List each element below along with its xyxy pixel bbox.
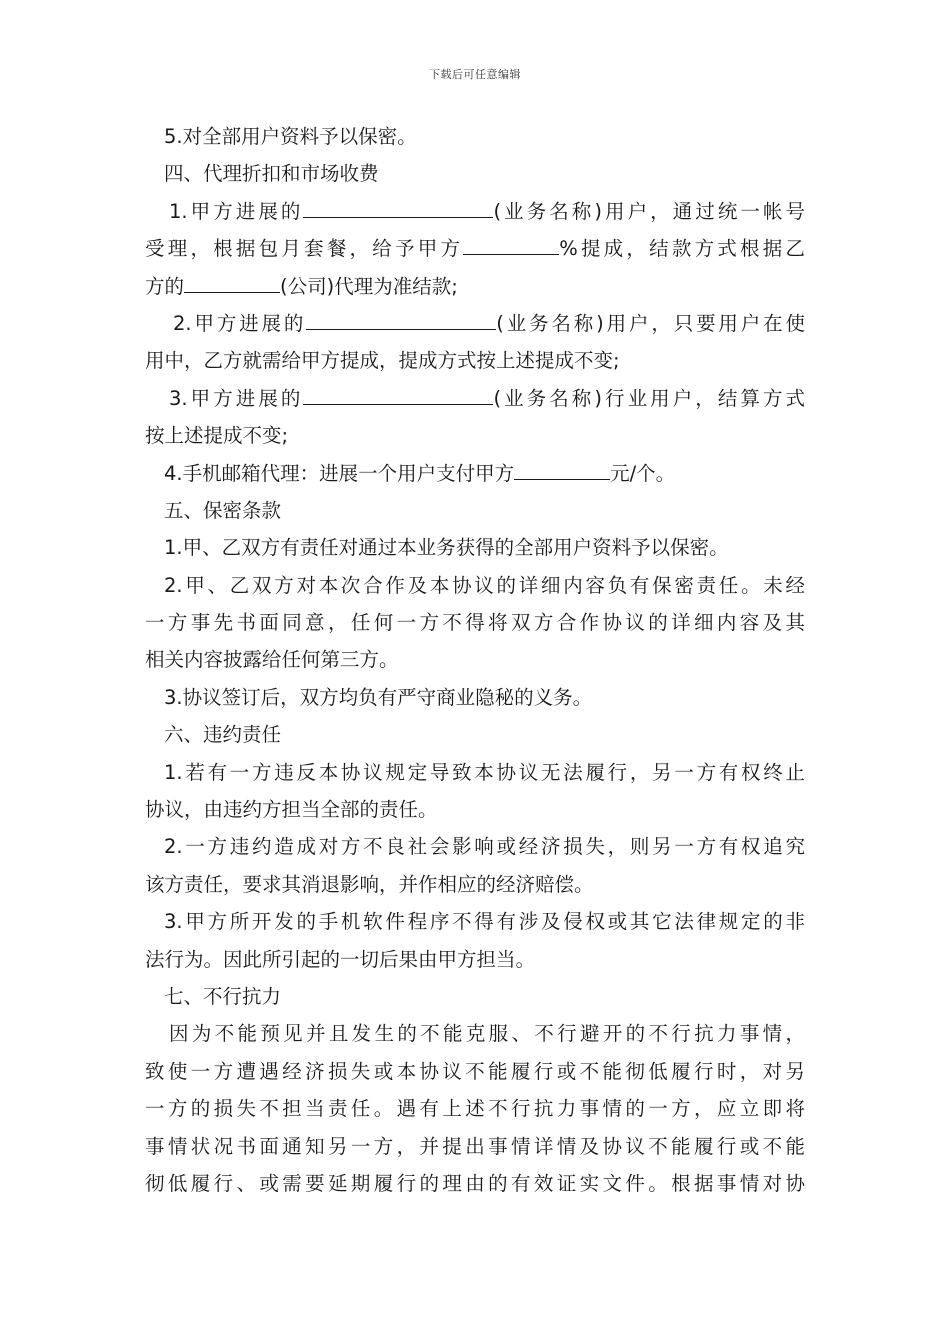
- section-6-item-2-line-1: 2.一方违约造成对方不良社会影响或经济损失，则另一方有权追究: [164, 835, 805, 859]
- section-6-item-3-line-2: 法行为。因此所引起的一切后果由甲方担当。: [145, 947, 536, 971]
- section-7-paragraph-line-2: 致使一方遭遇经济损失或本协议不能履行或不能彻低履行时，对另: [145, 1059, 805, 1083]
- section-4-item-1-line-1: 1.甲方进展的 (业务名称)用户，通过统一帐号: [145, 193, 805, 230]
- section-7-paragraph-line-3: 一方的损失不担当责任。遇有上述不行抗力事情的一方，应立即将: [145, 1097, 805, 1121]
- section-7-heading: 七、不行抗力: [164, 984, 282, 1008]
- section-5-item-1: 1.甲、乙双方有责任对通过本业务获得的全部用户资料予以保密。: [164, 536, 729, 560]
- section-6-item-2-line-2: 该方责任，要求其消退影响，并作相应的经济赔偿。: [145, 872, 594, 896]
- page-header: 下载后可任意编辑: [429, 68, 521, 81]
- section-7-paragraph-line-5: 彻低履行、或需要延期履行的理由的有效证实文件。根据事情对协: [145, 1171, 805, 1195]
- section-6-heading: 六、违约责任: [164, 723, 282, 747]
- section-5-item-2-line-3: 相关内容披露给任何第三方。: [145, 648, 399, 672]
- section-4-item-2-line-2: 用中，乙方就需给甲方提成，提成方式按上述提成不变;: [145, 349, 620, 373]
- section-4-heading: 四、代理折扣和市场收费: [164, 162, 379, 186]
- percentage-blank: [463, 234, 559, 255]
- business-name-blank: [303, 197, 493, 218]
- section-5-heading: 五、保密条款: [164, 498, 282, 522]
- section-5-item-3: 3.协议签订后，双方均负有严守商业隐秘的义务。: [164, 685, 593, 709]
- section-4-item-1-line-3: 方的 (公司)代理为准结款;: [145, 268, 805, 305]
- section-4-item-3-line-2: 按上述提成不变;: [145, 424, 289, 448]
- section-4-item-1-line-2: 受理，根据包月套餐，给予甲方 %提成，结款方式根据乙: [145, 230, 805, 267]
- clause-5-confidentiality: 5.对全部用户资料予以保密。: [164, 125, 417, 148]
- company-blank: [184, 272, 280, 293]
- section-4-item-3-line-1: 3.甲方进展的 (业务名称)行业用户，结算方式: [145, 380, 805, 417]
- section-7-paragraph-line-4: 事情状况书面通知另一方，并提出事情详情及协议不能履行或不能: [145, 1134, 805, 1158]
- business-name-blank: [306, 309, 496, 330]
- section-6-item-1-line-2: 协议，由违约方担当全部的责任。: [145, 798, 438, 822]
- section-6-item-3-line-1: 3.甲方所开发的手机软件程序不得有涉及侵权或其它法律规定的非: [164, 910, 805, 934]
- section-4-item-4: 4.手机邮箱代理：进展一个用户支付甲方 元/个。: [145, 455, 805, 492]
- section-4-item-2-line-1: 2.甲方进展的 (业务名称)用户，只要用户在使: [145, 305, 805, 342]
- section-6-item-1-line-1: 1.若有一方违反本协议规定导致本协议无法履行，另一方有权终止: [164, 760, 805, 784]
- document-body: [145, 118, 805, 1202]
- section-5-item-2-line-1: 2.甲、乙双方对本次合作及本协议的详细内容负有保密责任。未经: [164, 573, 805, 597]
- section-5-item-2-line-2: 一方事先书面同意，任何一方不得将双方合作协议的详细内容及其: [145, 611, 805, 635]
- business-name-blank: [303, 384, 493, 405]
- fee-blank: [514, 459, 610, 480]
- section-7-paragraph-line-1: 因为不能预见并且发生的不能克服、不行避开的不行抗力事情，: [169, 1022, 805, 1046]
